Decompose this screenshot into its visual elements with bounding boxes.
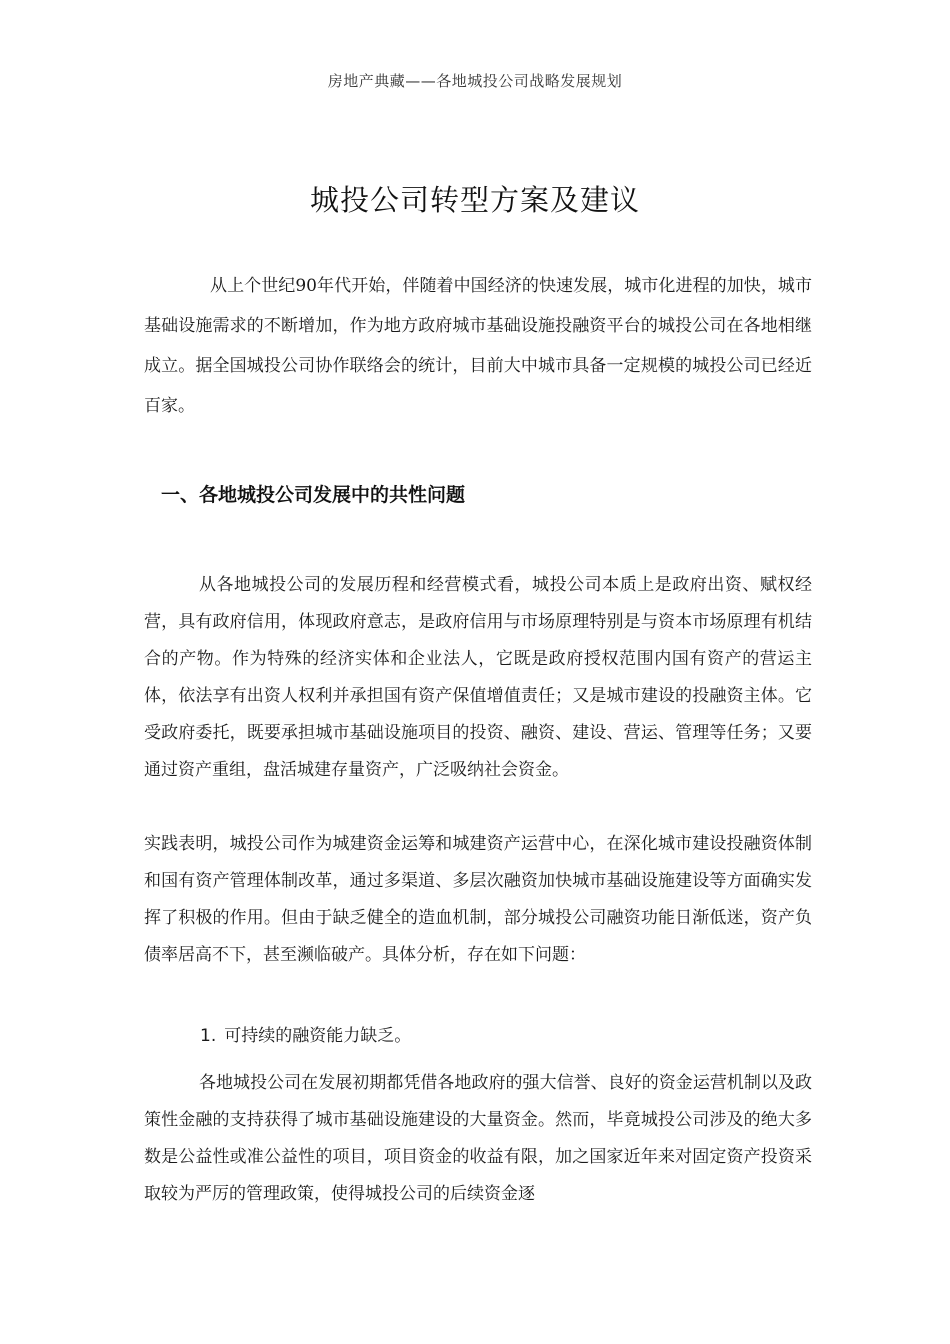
body-paragraph: 各地城投公司在发展初期都凭借各地政府的强大信誉、良好的资金运营机制以及政策性金融的支持获得了城市基础设施建设的大量资金。然而，毕竟城投公司涉及的绝大多数是公益性或准公益性的项目，项目资金的收益有限，加之国家近年来对固定资产投资采取较为严厉的管理政策，使得城投公司的后续资金逐 — [144, 1073, 812, 1204]
body-paragraph: 从各地城投公司的发展历程和经营模式看，城投公司本质上是政府出资、赋权经营，具有政府信用，体现政府意志，是政府信用与市场原理特别是与资本市场原理有机结合的产物。作为特殊的经济实体和企业法人，它既是政府授权范围内国有资产的营运主体，依法享有出资人权利并承担国有资产保值增值责任；又是城市建设的投融资主体。它受政府委托，既要承担城市基础设施项目的投资、融资、建设、营运、管理等任务；又要通过资产重组，盘活城建存量资产，广泛吸纳社会资金。 — [144, 575, 812, 780]
document-title: 城投公司转型方案及建议 — [309, 183, 640, 217]
intro-paragraph: 从上个世纪90年代开始，伴随着中国经济的快速发展，城市化进程的加快，城市基础设施需求的不断增加，作为地方政府城市基础设施投融资平台的城投公司在各地相继成立。据全国城投公司协作联络会的统计，目前大中城市具备一定规模的城投公司已经近百家。 — [144, 276, 812, 416]
body-paragraph: 实践表明，城投公司作为城建资金运筹和城建资产运营中心，在深化城市建设投融资体制和国有资产管理体制改革，通过多渠道、多层次融资加快城市基础设施建设等方面确实发挥了积极的作用。但由于缺乏健全的造血机制，部分城投公司融资功能日渐低迷，资产负债率居高不下，甚至濒临破产。具体分析，存在如下问题： — [144, 834, 812, 965]
list-item-text: 可持续的融资能力缺乏。 — [224, 1026, 412, 1046]
running-header: 房地产典藏——各地城投公司战略发展规划 — [327, 72, 623, 90]
list-item-number: 1. — [200, 1026, 217, 1046]
numbered-list-item — [200, 1018, 411, 1055]
section-heading: 一、各地城投公司发展中的共性问题 — [161, 484, 466, 506]
